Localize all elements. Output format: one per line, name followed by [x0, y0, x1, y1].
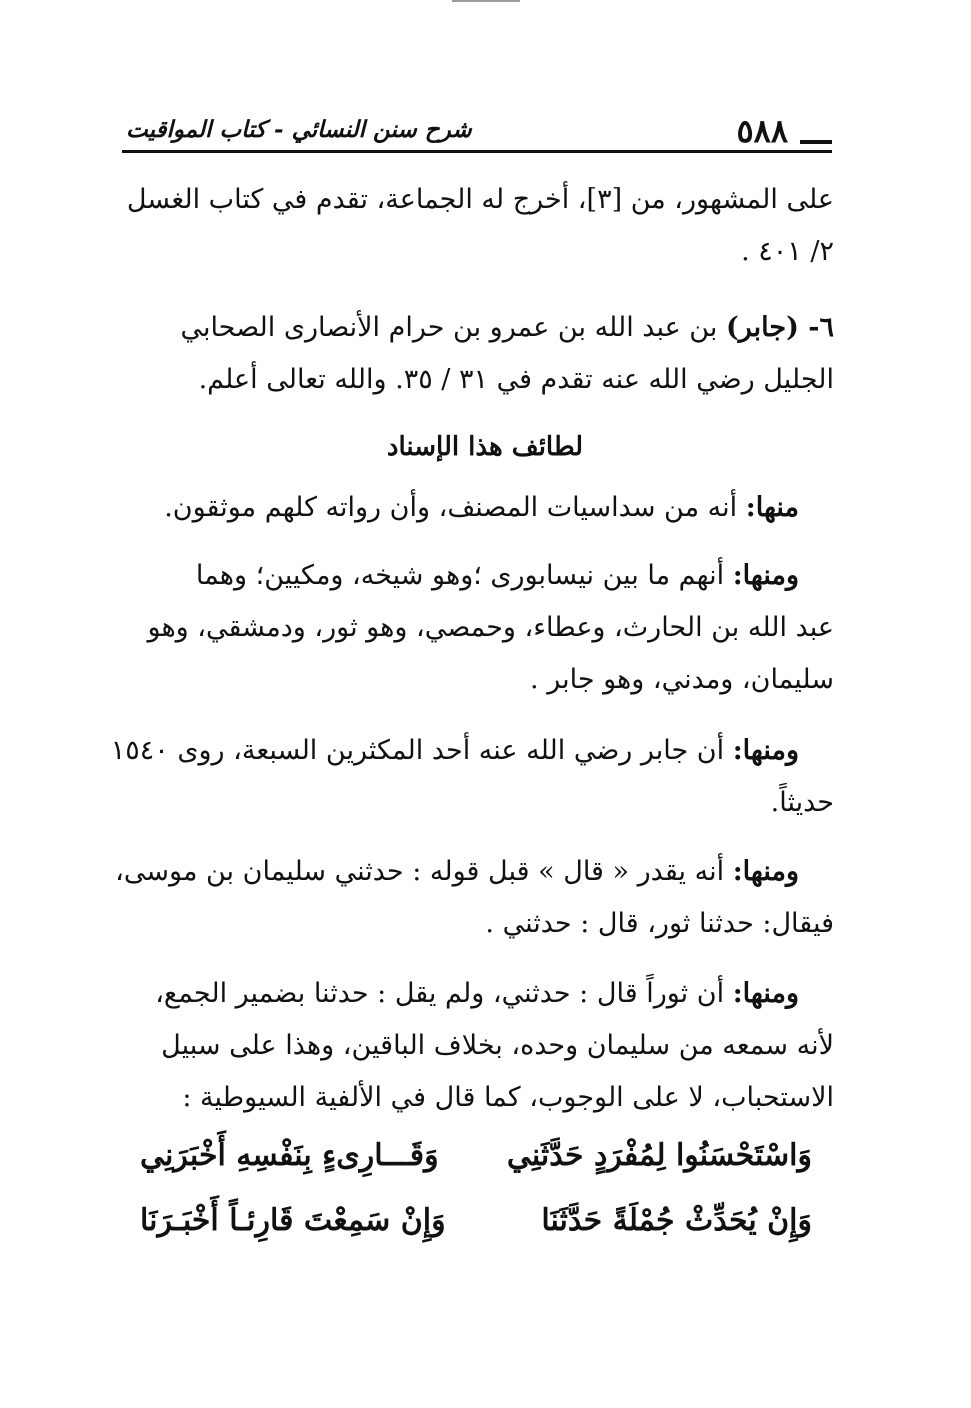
- item5-line1: [155, 978, 799, 1009]
- page-header: [122, 110, 832, 154]
- item3-label: ومنها:: [732, 735, 799, 766]
- para1-line2: ٢/ ٤٠١ .: [741, 236, 834, 267]
- item5-line3: الاستحباب، لا على الوجوب، كما قال في الألفية السيوطية :: [182, 1082, 834, 1113]
- page-number: ٥٨٨: [736, 112, 788, 150]
- item3-text1: أن جابر رضي الله عنه أحد المكثرين السبعة، روى ١٥٤٠: [110, 735, 725, 766]
- item4-label: ومنها:: [732, 856, 799, 887]
- item2-line1: [196, 560, 799, 591]
- verse1-left-hemistich: وَقَـــارِىءٍ بِنَفْسِهِ أَخْبَرَنِي: [140, 1138, 439, 1173]
- para2-label: ٦- (جابر): [725, 312, 834, 343]
- item3-line1: [111, 735, 799, 766]
- verse-line-1: [130, 1138, 842, 1186]
- item4-line1: [115, 856, 799, 887]
- verse2-right-hemistich: وَإِنْ يُحَدِّثْ جُمْلَةً حَدَّثَنَا: [541, 1203, 812, 1238]
- section-heading: لطائف هذا الإسناد: [386, 432, 584, 462]
- verse-line-2: [130, 1203, 842, 1251]
- top-edge-mark: [452, 0, 520, 2]
- item2-label: ومنها:: [732, 560, 799, 591]
- para2-line1: [180, 312, 834, 343]
- item3-line2: حديثاً.: [770, 787, 834, 818]
- item2-text1: أنهم ما بين نيسابورى ؛وهو شيخه، ومكيين؛ وهما: [195, 560, 725, 591]
- page-number-dash: [800, 140, 832, 144]
- running-title: شرح سنن النسائي - كتاب المواقيت: [126, 116, 472, 143]
- para2-line2: الجليل رضي الله عنه تقدم في ٣١ / ٣٥. والله تعالى أعلم.: [198, 364, 834, 395]
- item5-label: ومنها:: [732, 978, 799, 1009]
- item1-label: منها:: [745, 492, 799, 523]
- verse1-right-hemistich: وَاسْتَحْسَنُوا لِمُفْرَدٍ حَدَّثَنِي: [506, 1138, 812, 1173]
- item4-text1: أنه يقدر « قال » قبل قوله : حدثني سليمان بن موسى،: [115, 856, 725, 887]
- verse2-left-hemistich: وَإِنْ سَمِعْتَ قَارِئـاً أَخْبَـرَنَا: [140, 1203, 446, 1238]
- item2-line2: عبد الله بن الحارث، وعطاء، وحمصي، وهو ثور، ودمشقي، وهو: [147, 612, 834, 643]
- item2-line3: سليمان، ومدني، وهو جابر .: [530, 664, 834, 695]
- item5-text1: أن ثوراً قال : حدثني، ولم يقل : حدثنا بضمير الجمع،: [155, 978, 725, 1009]
- header-rule: [122, 150, 832, 153]
- para2-text1: بن عبد الله بن عمرو بن حرام الأنصارى الصحابي: [180, 312, 718, 343]
- item1-text: أنه من سداسيات المصنف، وأن رواته كلهم موثقون.: [164, 492, 738, 523]
- para1-line1: على المشهور، من [٣]، أخرج له الجماعة، تقدم في كتاب الغسل: [126, 184, 834, 215]
- item5-line2: لأنه سمعه من سليمان وحده، بخلاف الباقين، وهذا على سبيل: [161, 1030, 834, 1061]
- item1: [164, 492, 799, 523]
- item4-line2: فيقال: حدثنا ثور، قال : حدثني .: [485, 908, 834, 939]
